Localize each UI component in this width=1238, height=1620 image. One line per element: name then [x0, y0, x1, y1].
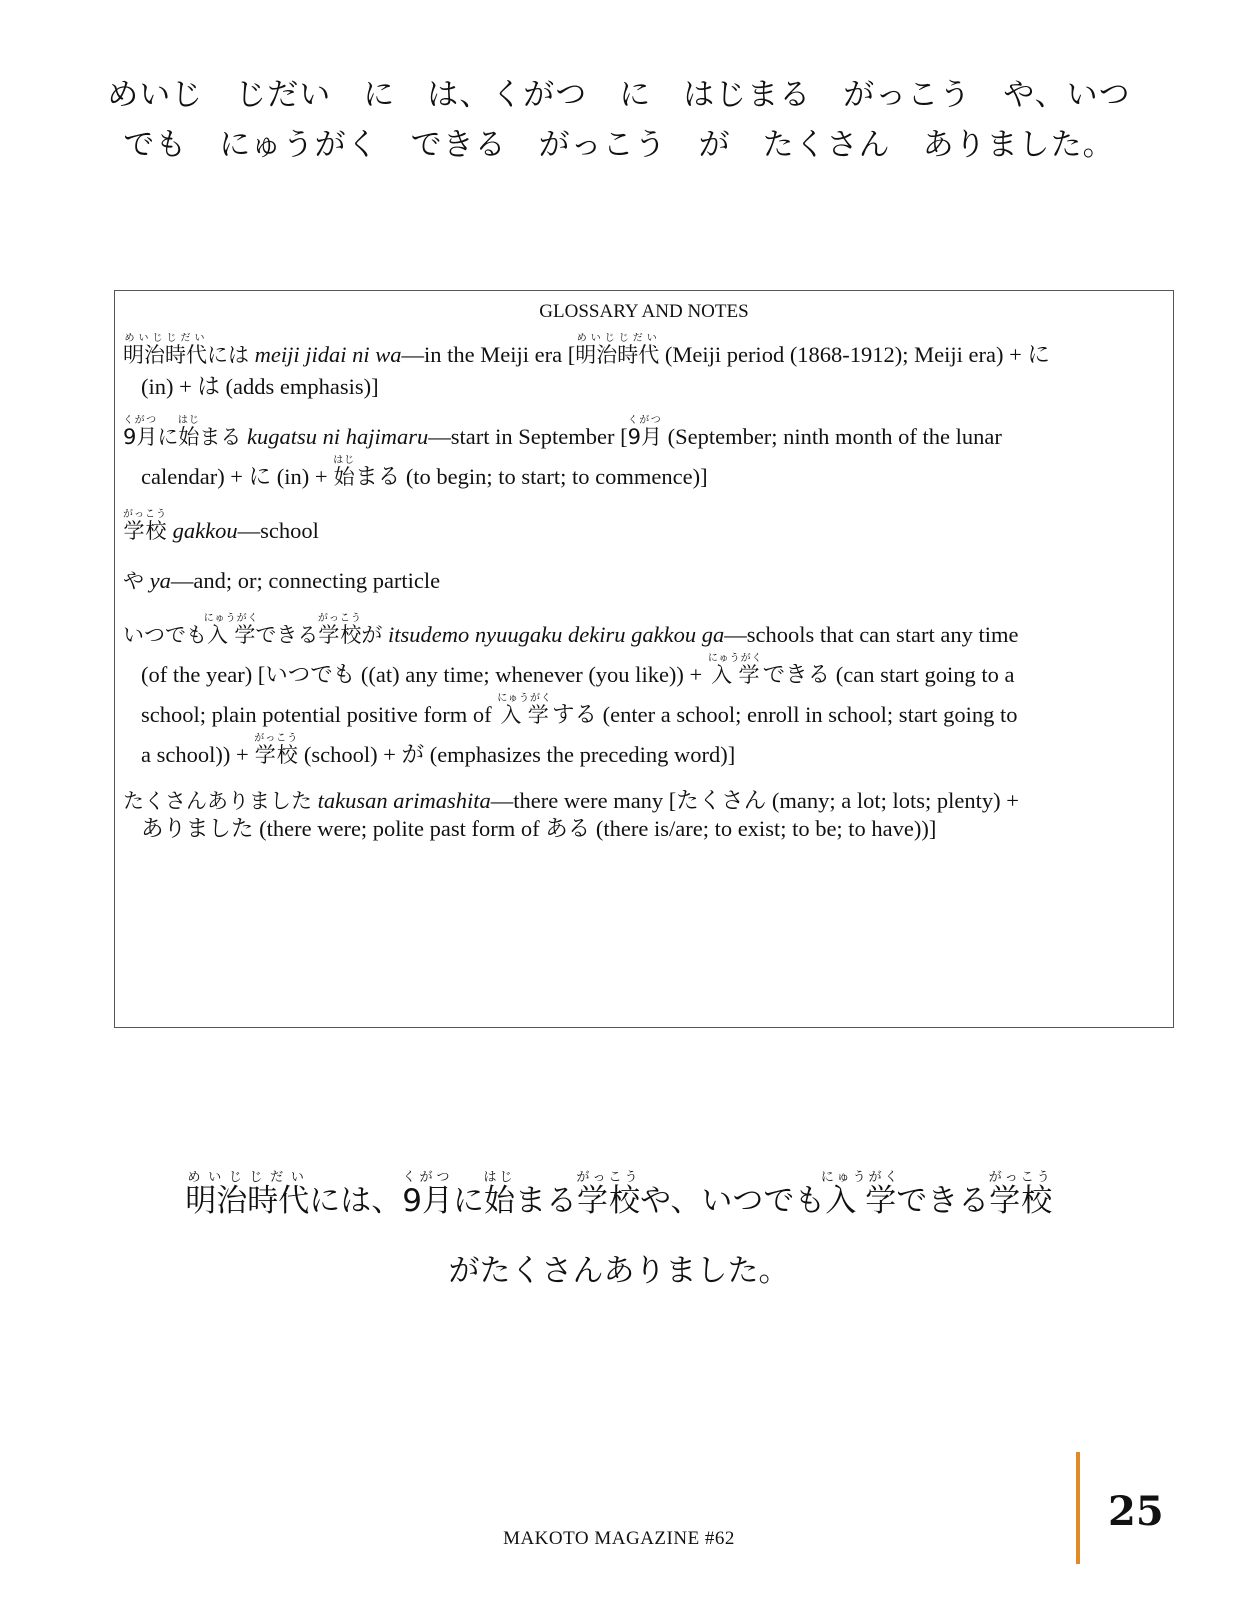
ruby-word: 明治時代めいじじだい	[123, 333, 207, 367]
glossary-title: GLOSSARY AND NOTES	[539, 301, 749, 322]
page-number: 25	[1108, 1488, 1164, 1535]
romaji: gakkou	[172, 518, 238, 544]
glossary-box	[114, 290, 1174, 1028]
kana-sentence-line-2: でも にゅうがく できる がっこう が たくさん ありました。	[123, 127, 1115, 163]
glossary-entry-gakkou: 学校がっこう gakkou—school	[123, 509, 319, 544]
romaji: takusan arimashita	[317, 788, 491, 814]
japanese-sentence-line-1: 明治時代めいじじだいには、9月くがつに始はじまる学校がっこうや、いつでも入学にゅうがくできる学校がっこう	[185, 1170, 1053, 1219]
romaji: itsudemo nyuugaku dekiru gakkou ga	[388, 622, 725, 648]
glossary-entry-kugatsu: 9月くがつに始はじまる kugatsu ni hajimaru—start in September [9月くがつ (September; ninth month of the lunar calendar) + に (in) + 始はじまる (to begin; to start; to commence)]	[123, 415, 1002, 490]
glossary-entry-takusan: たくさんありました takusan arimashita—there were many [たくさん (many; a lot; lots; plenty) + ありました (there were; polite past form of ある (there is/are; to exist; to be; to have))]	[123, 788, 1019, 842]
romaji: ya	[149, 568, 171, 594]
glossary-entry-meiji: 明治時代めいじじだいには meiji jidai ni wa—in the Meiji era [明治時代めいじじだい (Meiji period (1868-1912); Meiji era) + に (in) + は (adds emphasis)]	[123, 333, 1050, 399]
japanese-sentence-line-2: がたくさんありました。	[448, 1253, 790, 1289]
glossary-entry-ya: や ya—and; or; connecting particle	[123, 568, 441, 594]
kana-sentence-line-1: めいじ じだい に は、くがつ に はじまる がっこう や、いつ	[107, 77, 1131, 113]
magazine-footer: MAKOTO MAGAZINE #62	[503, 1528, 735, 1549]
glossary-entry-itsudemo: いつでも入学にゅうがくできる学校がっこうが itsudemo nyuugaku dekiru gakkou ga—schools that can start any time (of the year) [いつでも ((at) any time; whenever (you like)) + 入学にゅうがくできる (can start going to a school; plain potential positive form of 入学にゅうがくする (enter a school; enroll in school; start going to a school)) + 学校がっこう (school) + が (emphasizes the preceding word)]	[123, 613, 1019, 768]
romaji: kugatsu ni hajimaru	[247, 424, 429, 450]
romaji: meiji jidai ni wa	[254, 342, 402, 367]
